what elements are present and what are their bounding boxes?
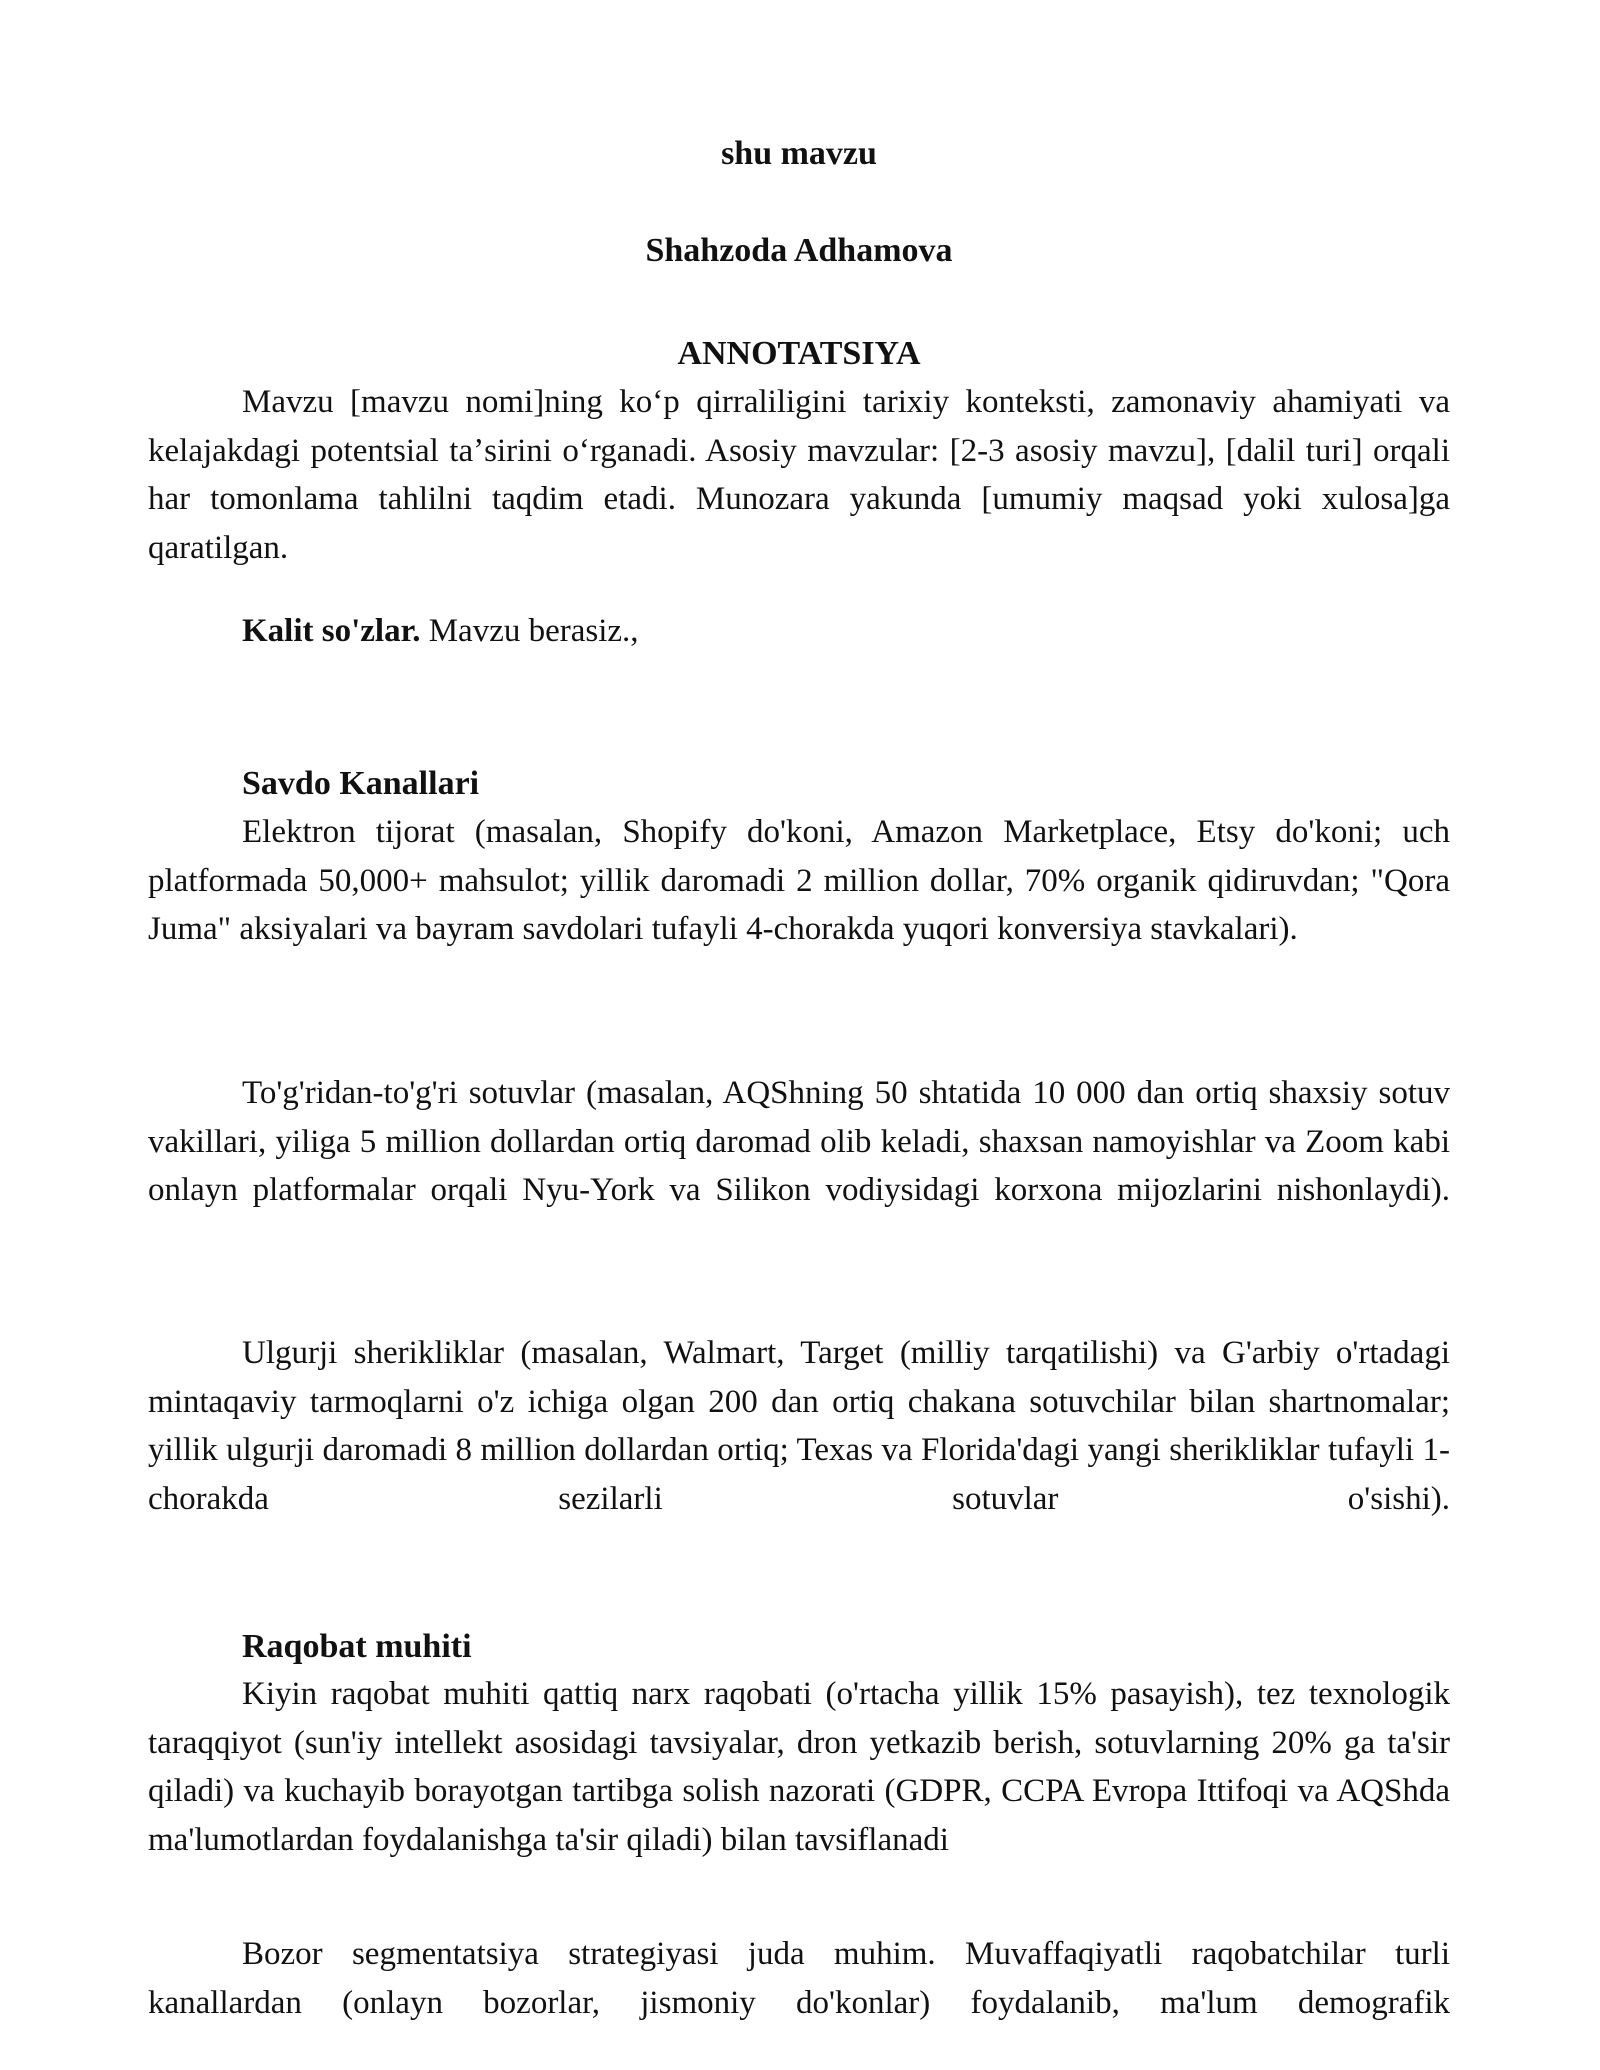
paragraph-segmentation: Bozor segmentatsiya strategiyasi juda muhim. Muvaffaqiyatli raqobatchilar turli kanallardan (onlayn bozorlar, jismoniy do'konlar) foydalanib, ma'lum demografik [148,1936,1450,2021]
paragraph-ecommerce: Elektron tijorat (masalan, Shopify do'koni, Amazon Marketplace, Etsy do'koni; uch platformada 50,000+ mahsulot; yillik daromadi 2 million dollar, 70% organik qidiruvdan; "Qora Juma" aksiyalari va bayram savdolari tufayli 4-chorakda yuqori konversiya stavkalari). [148,814,1450,947]
abstract-heading: ANNOTATSIYA [677,335,921,372]
keywords-text: Mavzu berasiz., [420,613,639,649]
keywords-line [242,609,639,653]
paragraph-direct-sales: To'g'ridan-to'g'ri sotuvlar (masalan, AQShning 50 shtatida 10 000 dan ortiq shaxsiy sotuv vakillari, yiliga 5 million dollardan ortiq daromad olib keladi, shaxsan namoyishlar va Zoom kabi onlayn platformalar orqali Nyu-York va Silikon vodiysidagi korxona mijozlarini nishonlaydi). [148,1075,1450,1208]
abstract-text: Mavzu [mavzu nomi]ning koʻp qirraliligini tarixiy konteksti, zamonaviy ahamiyati va kelajakdagi potentsial taʼsirini oʻrganadi. Asosiy mavzular: [2-3 asosiy mavzu], [dalil turi] orqali har tomonlama tahlilni taqdim etadi. Munozara yakunda [umumiy maqsad yoki xulosa]ga qaratilgan. [148,384,1450,566]
section-heading-competitive-environment: Raqobat muhiti [242,1628,472,1665]
keywords-label: Kalit so'zlar. [242,613,421,649]
paragraph-wholesale: Ulgurji sherikliklar (masalan, Walmart, Target (milliy tarqatilishi) va G'arbiy o'rtadagi mintaqaviy tarmoqlarni o'z ichiga olgan 200 dan ortiq chakana sotuvchilar bilan shartnomalar; yillik ulgurji daromadi 8 million dollardan ortiq; Texas va Florida'dagi yangi sherikliklar tufayli 1-chorakda sezilarli sotuvlar o'sishi). [148,1335,1450,1517]
section-heading-sales-channels: Savdo Kanallari [242,765,480,802]
paragraph-competition: Kiyin raqobat muhiti qattiq narx raqobati (o'rtacha yillik 15% pasayish), tez texnologik taraqqiyot (sun'iy intellekt asosidagi tavsiyalar, dron yetkazib berish, sotuvlarning 20% ga ta'sir qiladi) va kuchayib borayotgan tartibga solish nazorati (GDPR, CCPA Evropa Ittifoqi va AQShda ma'lumotlardan foydalanishga ta'sir qiladi) bilan tavsiflanadi [148,1676,1450,1858]
author-name: Shahzoda Adhamova [645,232,953,269]
topic-title: shu mavzu [721,135,877,172]
